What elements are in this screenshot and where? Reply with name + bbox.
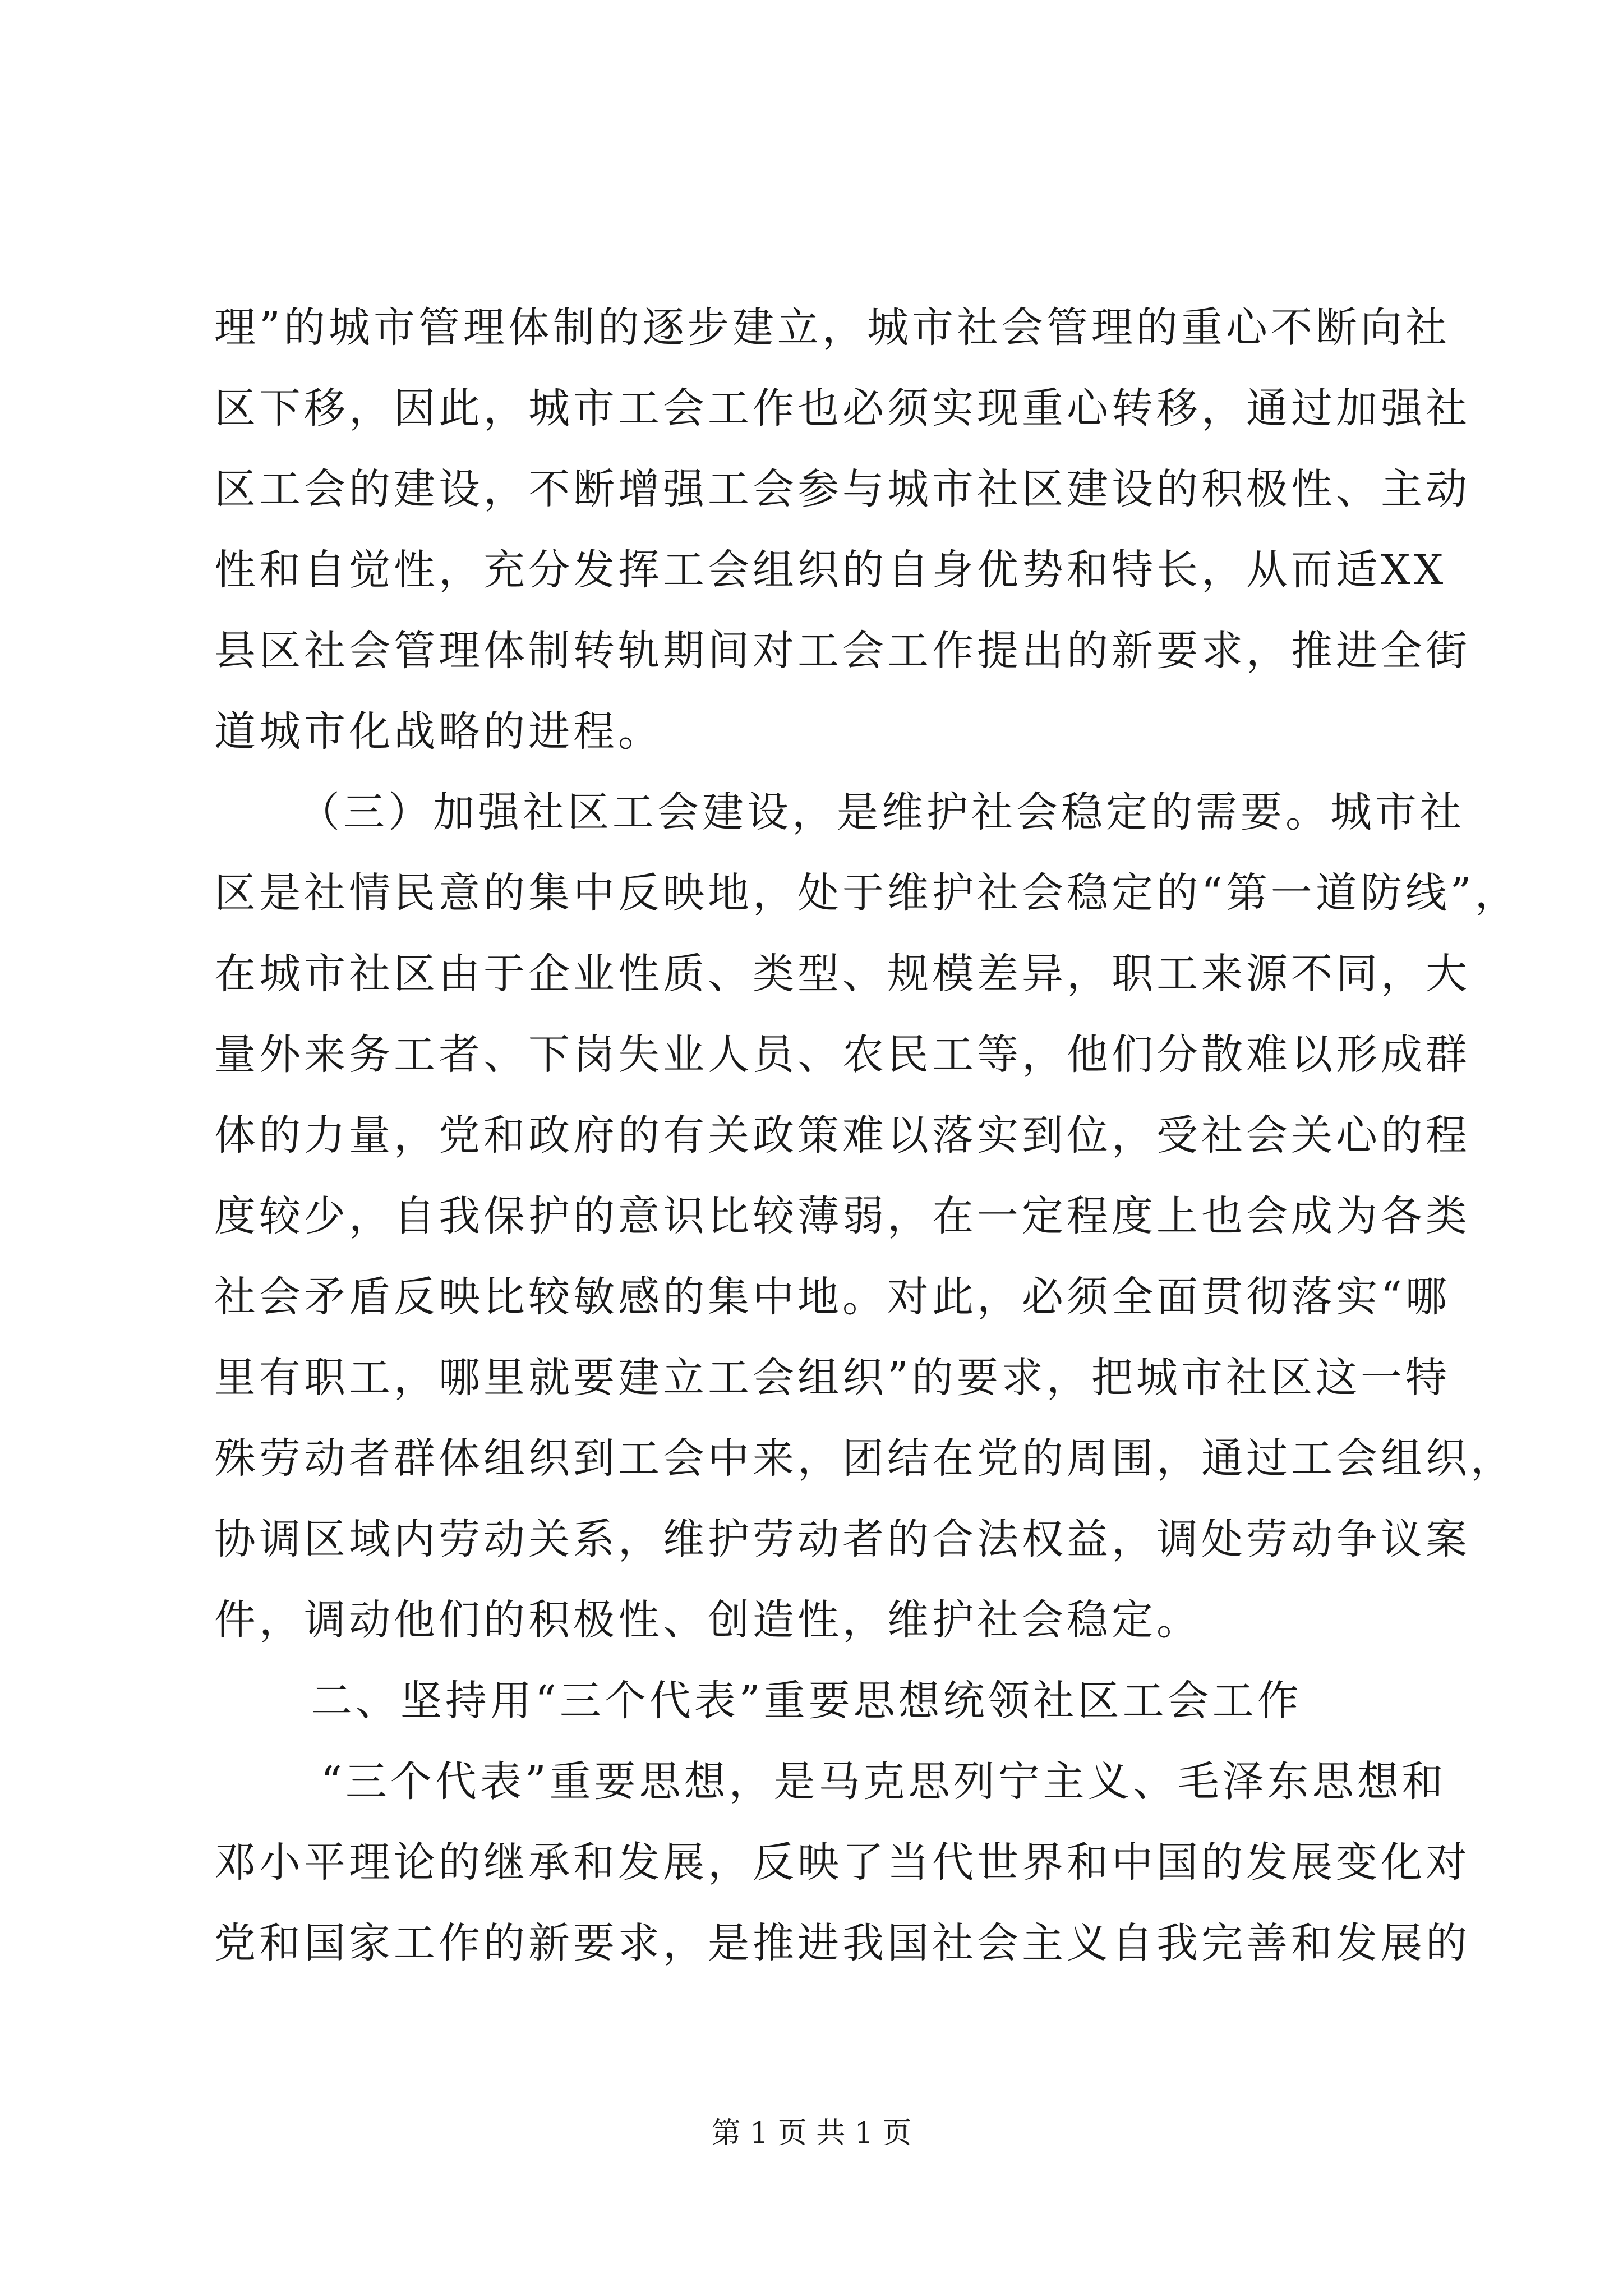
- text-line: 区下移，因此，城市工会工作也必须实现重心转移，通过加强社: [214, 384, 1470, 432]
- text-line: 件，调动他们的积极性、创造性，维护社会稳定。: [214, 1596, 1201, 1644]
- text-line: 县区社会管理体制转轨期间对工会工作提出的新要求，推进全街: [214, 627, 1470, 675]
- text-line: 理”的城市管理体制的逐步建立，城市社会管理的重心不断向社: [214, 303, 1450, 352]
- section-heading-line: （三）加强社区工会建设，是维护社会稳定的需要。城市社: [298, 788, 1465, 836]
- text-line: 道城市化战略的进程。: [214, 707, 663, 756]
- text-line: 党和国家工作的新要求，是推进我国社会主义自我完善和发展的: [214, 1919, 1470, 1967]
- text-line: 度较少，自我保护的意识比较薄弱，在一定程度上也会成为各类: [214, 1192, 1470, 1240]
- text-line: 量外来务工者、下岗失业人员、农民工等，他们分散难以形成群: [214, 1030, 1470, 1079]
- text-line: 社会矛盾反映比较敏感的集中地。对此，必须全面贯彻落实“哪: [214, 1273, 1450, 1321]
- section-heading: 二、坚持用“三个代表”重要思想统领社区工会工作: [311, 1677, 1302, 1725]
- text-line: 体的力量，党和政府的有关政策难以落实到位，受社会关心的程: [214, 1111, 1470, 1159]
- text-line: 协调区域内劳动关系，维护劳动者的合法权益，调处劳动争议案: [214, 1515, 1470, 1563]
- text-line: 性和自觉性，充分发挥工会组织的自身优势和特长，从而适XX: [214, 546, 1447, 594]
- text-line: 区是社情民意的集中反映地，处于维护社会稳定的“第一道防线”，: [214, 869, 1520, 917]
- text-line: “三个代表”重要思想，是马克思列宁主义、毛泽东思想和: [321, 1757, 1447, 1806]
- text-line: 里有职工，哪里就要建立工会组织”的要求，把城市社区这一特: [214, 1354, 1450, 1402]
- text-line: 区工会的建设，不断增强工会参与城市社区建设的积极性、主动: [214, 465, 1470, 513]
- text-line: 在城市社区由于企业性质、类型、规模差异，职工来源不同，大: [214, 950, 1470, 998]
- page-number-footer: 第 1 页 共 1 页: [711, 2116, 912, 2150]
- body-text: [214, 287, 1520, 1984]
- text-line: 殊劳动者群体组织到工会中来，团结在党的周围，通过工会组织，: [214, 1434, 1515, 1483]
- text-line: 邓小平理论的继承和发展，反映了当代世界和中国的发展变化对: [214, 1838, 1470, 1887]
